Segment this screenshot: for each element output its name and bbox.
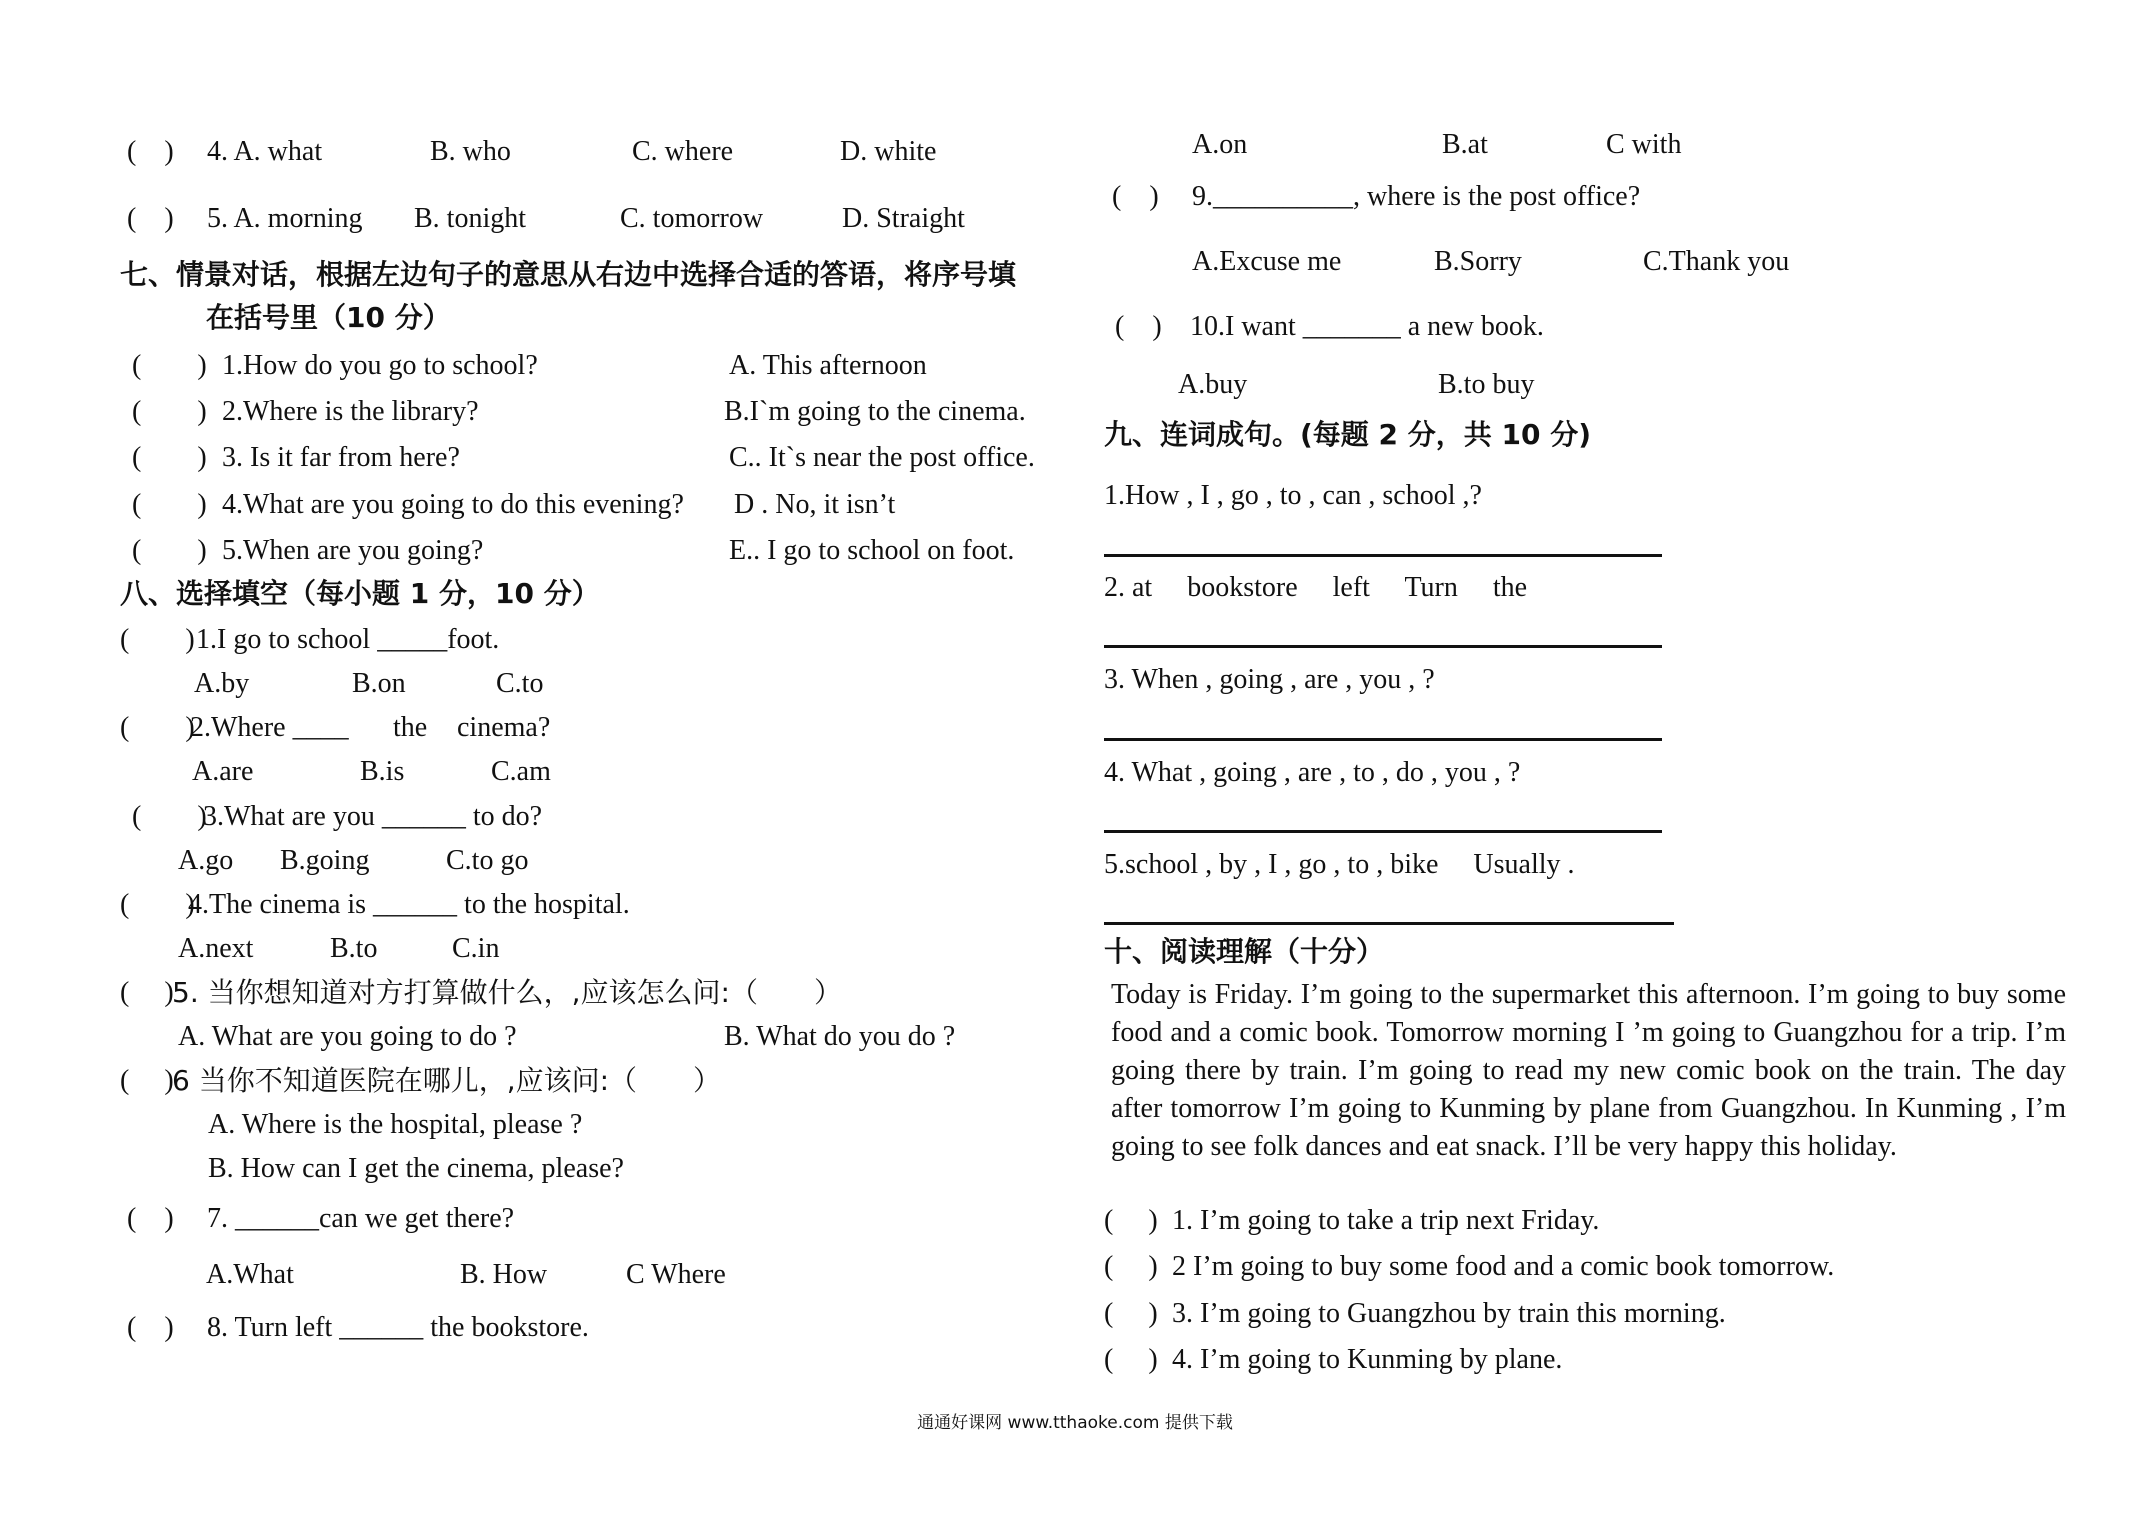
- s8q8-stem: 8. Turn left ______ the bookstore.: [207, 1312, 589, 1343]
- s8q2-stem-cinema: cinema?: [457, 712, 551, 743]
- s8q7-option-b: B. How: [460, 1259, 548, 1290]
- s7-item1-paren: ( ): [132, 350, 207, 381]
- s8q3-paren: ( ): [132, 801, 207, 832]
- s8q2-paren: ( ): [120, 712, 195, 743]
- s8q6-paren: ( ): [120, 1065, 174, 1096]
- s7-item4-paren: ( ): [132, 489, 207, 520]
- s8q2-stem: 2.Where ____: [190, 712, 349, 743]
- s8q9-option-c: C.Thank you: [1643, 246, 1790, 277]
- s8q1-stem: 1.I go to school _____foot.: [196, 624, 500, 655]
- s7-item4-answer: D . No, it isn’t: [734, 489, 896, 520]
- s9-item5: 5.school , by , I , go , to , bike Usually .: [1104, 849, 1575, 880]
- section-9-title: 九、连词成句。(每题 2 分，共 10 分): [1104, 418, 1592, 451]
- s8q3-option-c: C.to go: [446, 845, 529, 876]
- s8q3-option-b: B.going: [280, 845, 370, 876]
- s8q6-stem: 6 当你不知道医院在哪儿，,应该问:（ ）: [172, 1064, 722, 1097]
- s8q4-stem: 4.The cinema is ______ to the hospital.: [188, 889, 630, 920]
- s8q4-option-a: A.next: [178, 933, 254, 964]
- s8q3-option-a: A.go: [178, 845, 234, 876]
- s10-item4-paren: ( ): [1104, 1344, 1158, 1375]
- s7-item2-answer: B.I`m going to the cinema.: [724, 396, 1026, 427]
- reading-passage: Today is Friday. I’m going to the supermarket this afternoon. I’m going to buy some food and a comic book. Tomorrow morning I ’m going to Guangzhou for a trip. I’m going there by train. I’m going to read my new comic book on the train. The day after tomorrow I’m going to Kunming by plane from Guangzhou. In Kunming , I’m going to see folk dances and eat snack. I’ll be very happy this holiday.: [1111, 979, 2066, 1162]
- s8q2-option-b: B.is: [360, 756, 405, 787]
- s8q7-stem: 7. ______can we get there?: [207, 1203, 515, 1234]
- s9-answer-line-3: [1104, 738, 1662, 741]
- s8q4-option-c: C.in: [452, 933, 500, 964]
- s10-item4-statement: 4. I’m going to Kunming by plane.: [1172, 1344, 1563, 1375]
- s8q6-option-a: A. Where is the hospital, please ?: [208, 1109, 583, 1140]
- s10-item2-paren: ( ): [1104, 1251, 1158, 1282]
- s7-item5-question: 5.When are you going?: [222, 535, 484, 566]
- q4-stem: 4. A. what: [207, 136, 323, 167]
- s9-item2: 2. at bookstore left Turn the: [1104, 572, 1528, 603]
- s7-item1-question: 1.How do you go to school?: [222, 350, 538, 381]
- s9-answer-line-2: [1104, 645, 1662, 648]
- s7-item4-question: 4.What are you going to do this evening?: [222, 489, 684, 520]
- s7-item2-paren: ( ): [132, 396, 207, 427]
- s8q4-option-b: B.to: [330, 933, 378, 964]
- s8q9-option-a: A.Excuse me: [1192, 246, 1342, 277]
- s7-item5-paren: ( ): [132, 535, 207, 566]
- s8q8-option-c: C with: [1606, 129, 1682, 160]
- s8q7-option-c: C Where: [626, 1259, 726, 1290]
- s9-item3: 3. When , going , are , you , ?: [1104, 664, 1435, 695]
- s7-item2-question: 2.Where is the library?: [222, 396, 479, 427]
- s9-item4: 4. What , going , are , to , do , you , ?: [1104, 757, 1521, 788]
- s8q10-stem: 10.I want _______ a new book.: [1190, 311, 1544, 342]
- s8q4-paren: ( ): [120, 889, 195, 920]
- s8q9-paren: ( ): [1112, 181, 1159, 212]
- s8q9-stem: 9.__________, where is the post office?: [1192, 181, 1641, 212]
- s8q7-option-a: A.What: [206, 1259, 294, 1290]
- section-7-title: 七、情景对话，根据左边句子的意思从右边中选择合适的答语，将序号填: [120, 258, 1017, 291]
- s10-item3-statement: 3. I’m going to Guangzhou by train this morning.: [1172, 1298, 1726, 1329]
- s10-item2-statement: 2 I’m going to buy some food and a comic book tomorrow.: [1172, 1251, 1835, 1282]
- q4-paren: ( ): [127, 136, 174, 167]
- s8q8-option-a: A.on: [1192, 129, 1248, 160]
- s8q10-paren: ( ): [1115, 311, 1162, 342]
- s8q1-option-c: C.to: [496, 668, 544, 699]
- s8q1-option-b: B.on: [352, 668, 406, 699]
- s10-item1-paren: ( ): [1104, 1205, 1158, 1236]
- s8q2-option-a: A.are: [192, 756, 254, 787]
- s8q10-option-b: B.to buy: [1438, 369, 1535, 400]
- q4-option-c: C. where: [632, 136, 734, 167]
- q5-stem: 5. A. morning: [207, 203, 363, 234]
- s8q7-paren: ( ): [127, 1203, 174, 1234]
- s7-item3-answer: C.. It`s near the post office.: [729, 442, 1035, 473]
- s7-item5-answer: E.. I go to school on foot.: [729, 535, 1015, 566]
- s8q2-stem-the: the: [393, 712, 428, 743]
- q5-option-c: C. tomorrow: [620, 203, 764, 234]
- s9-answer-line-1: [1104, 554, 1662, 557]
- s8q5-stem: 5. 当你想知道对方打算做什么，,应该怎么问:（ ）: [172, 976, 842, 1009]
- section-7-title-cont: 在括号里（10 分）: [206, 301, 451, 334]
- s8q3-stem: 3.What are you ______ to do?: [203, 801, 543, 832]
- s8q1-option-a: A.by: [194, 668, 250, 699]
- footer-credit: 通通好课网 www.tthaoke.com 提供下载: [917, 1413, 1233, 1433]
- s8q9-option-b: B.Sorry: [1434, 246, 1522, 277]
- s8q5-option-a: A. What are you going to do ?: [178, 1021, 517, 1052]
- s7-item1-answer: A. This afternoon: [729, 350, 927, 381]
- s8q2-option-c: C.am: [491, 756, 551, 787]
- q5-option-b: B. tonight: [414, 203, 527, 234]
- s8q5-option-b: B. What do you do ?: [724, 1021, 956, 1052]
- s8q6-option-b: B. How can I get the cinema, please?: [208, 1153, 624, 1184]
- s8q5-paren: ( ): [120, 977, 174, 1008]
- section-8-title: 八、选择填空（每小题 1 分，10 分）: [120, 577, 600, 610]
- s7-item3-question: 3. Is it far from here?: [222, 442, 460, 473]
- q5-paren: ( ): [127, 203, 174, 234]
- s7-item3-paren: ( ): [132, 442, 207, 473]
- section-10-title: 十、阅读理解（十分）: [1104, 935, 1385, 968]
- s8q8-paren: ( ): [127, 1312, 174, 1343]
- s10-item1-statement: 1. I’m going to take a trip next Friday.: [1172, 1205, 1600, 1236]
- s8q1-paren: ( ): [120, 624, 195, 655]
- s8q8-option-b: B.at: [1442, 129, 1488, 160]
- q5-option-d: D. Straight: [842, 203, 965, 234]
- q4-option-d: D. white: [840, 136, 937, 167]
- s9-answer-line-4: [1104, 830, 1662, 833]
- s10-item3-paren: ( ): [1104, 1298, 1158, 1329]
- q4-option-b: B. who: [430, 136, 511, 167]
- s8q10-option-a: A.buy: [1178, 369, 1248, 400]
- s9-answer-line-5: [1104, 922, 1674, 925]
- s9-item1: 1.How , I , go , to , can , school ,?: [1104, 480, 1482, 511]
